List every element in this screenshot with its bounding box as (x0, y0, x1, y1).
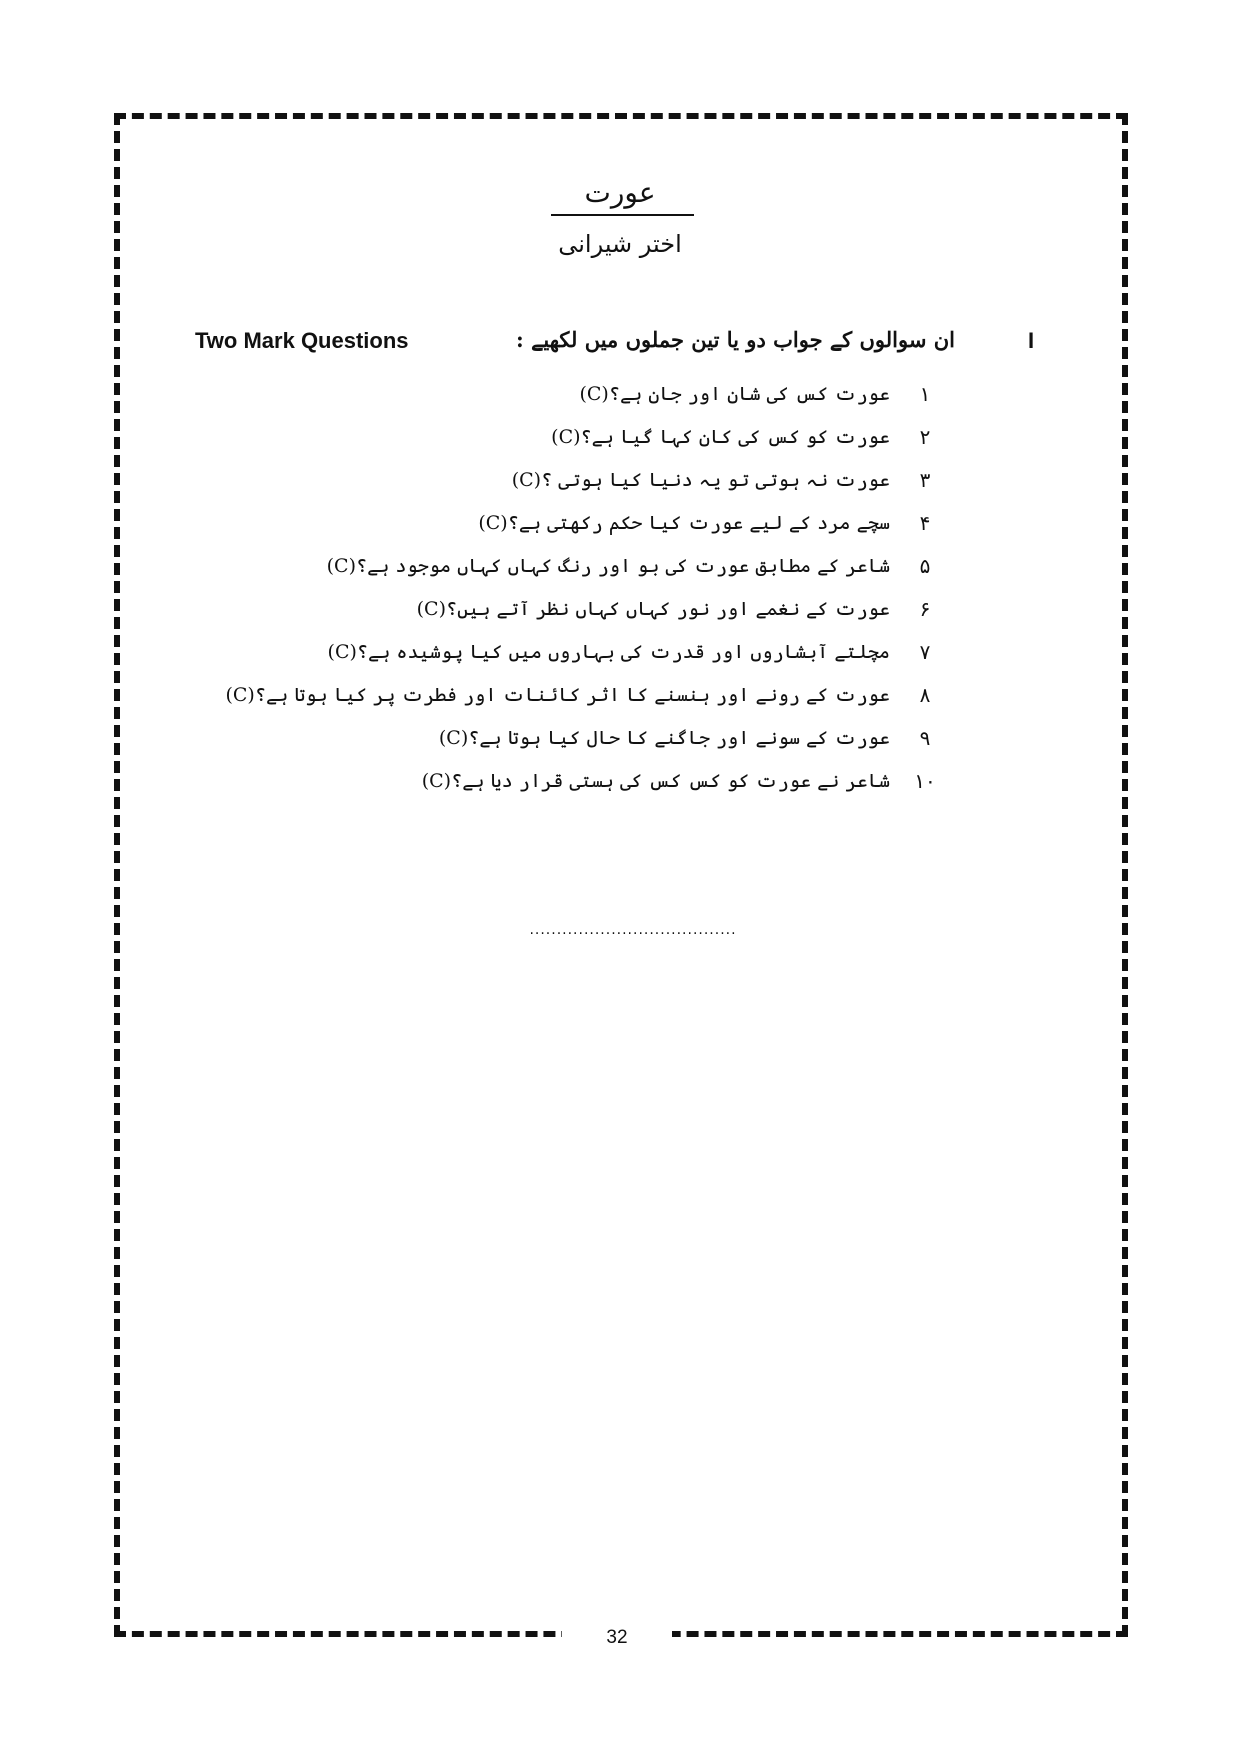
question-text: عورت کو کس کی کان کہا گیا ہے؟(C) (551, 425, 890, 448)
question-text: عورت کس کی شان اور جان ہے؟(C) (579, 382, 890, 405)
question-item (380, 716, 960, 759)
question-item (225, 673, 960, 716)
question-number: ۶ (919, 596, 931, 621)
question-item (380, 415, 960, 458)
question-number: ۹ (919, 725, 931, 750)
question-number: ۳ (919, 467, 931, 492)
question-text: سچے مرد کے لیے عورت کیا حکم رکھتی ہے؟(C) (478, 511, 890, 534)
question-text: شاعر کے مطابق عورت کی بو اور رنگ کہاں کہاں موجود ہے؟(C) (326, 554, 890, 577)
question-number: ۸ (919, 682, 931, 707)
question-item (380, 587, 960, 630)
question-list (225, 372, 960, 802)
question-item (380, 372, 960, 415)
page-title: عورت (584, 176, 656, 209)
question-text: شاعر نے عورت کو کس کس کی ہستی قرار دیا ہے؟(C) (421, 769, 890, 792)
question-text: عورت کے سونے اور جاگنے کا حال کیا ہوتا ہے؟(C) (438, 726, 890, 749)
section-label: Two Mark Questions (195, 328, 409, 353)
author-name: اختر شیرانی (558, 230, 682, 258)
question-item (380, 458, 960, 501)
question-text: مچلتے آبشاروں اور قدرت کی بہاروں میں کیا پوشیدہ ہے؟(C) (327, 640, 890, 663)
page-number: 32 (606, 1627, 628, 1648)
section-instruction: ان سوالوں کے جواب دو یا تین جملوں میں لکھیے : (516, 327, 955, 352)
question-item (380, 501, 960, 544)
question-text: عورت کے رونے اور ہنسنے کا اثر کائنات اور فطرت پر کیا ہوتا ہے؟(C) (225, 683, 890, 706)
question-number: ۱۰ (914, 768, 936, 793)
question-number: ۱ (919, 381, 931, 406)
section-numeral: I (1028, 328, 1035, 353)
question-text: عورت کے نغمے اور نور کہاں کہاں نظر آتے ہیں؟(C) (416, 597, 890, 620)
question-text: عورت نہ ہوتی تو یہ دنیا کیا ہوتی ؟(C) (511, 468, 890, 491)
question-number: ۵ (919, 553, 931, 578)
question-number: ۷ (919, 639, 931, 664)
question-item (326, 544, 960, 587)
end-marker: ...................................... (529, 922, 737, 938)
question-item (327, 630, 960, 673)
title-underline (551, 214, 694, 216)
question-number: ۲ (919, 424, 931, 449)
question-item (380, 759, 960, 802)
question-number: ۴ (919, 510, 931, 535)
